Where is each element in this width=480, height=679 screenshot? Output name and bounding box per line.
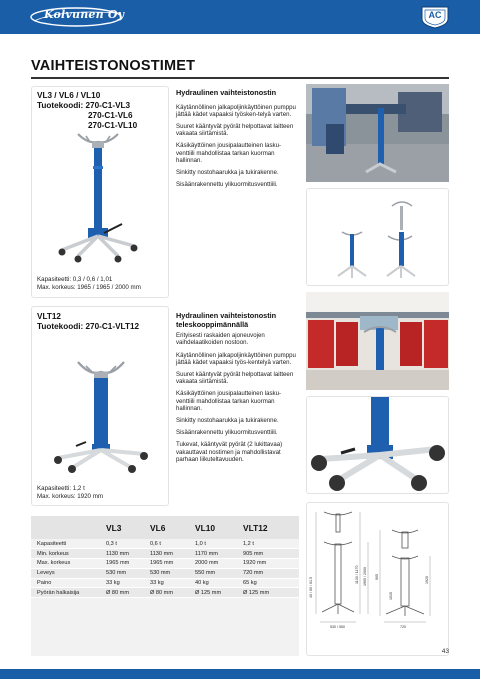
specs-vl bbox=[37, 276, 141, 291]
table-cell: Ø 80 mm bbox=[150, 588, 195, 598]
product-code: Tuotekoodi: 270-C1-VLT12 bbox=[37, 322, 140, 331]
drawing-label: 530 / 550 bbox=[330, 625, 345, 629]
description-vl bbox=[176, 89, 298, 193]
table-cell: Ø 125 mm bbox=[243, 588, 299, 598]
spec-table bbox=[31, 516, 299, 656]
drawing-label: 1130 / 1170 bbox=[355, 565, 359, 584]
table-cell: 1965 mm bbox=[106, 559, 150, 569]
max-height-text: Max. korkeus: 1920 mm bbox=[37, 492, 104, 500]
table-row bbox=[31, 588, 299, 598]
table-cell: 0,3 t bbox=[106, 539, 150, 549]
workshop-photo-2 bbox=[306, 292, 449, 390]
drawing-label: 1965 / 2000 bbox=[363, 567, 367, 586]
table-cell: Max. korkeus bbox=[31, 559, 106, 569]
description-paragraph: Suuret kääntyvät pyörät helpottavat laitteen vakaata siirtämistä. bbox=[176, 371, 294, 386]
product-series: VLT12 bbox=[37, 312, 61, 321]
page-title: VAIHTEISTONOSTIMET bbox=[31, 58, 196, 74]
table-cell: 40 kg bbox=[195, 578, 243, 588]
table-cell: 33 kg bbox=[106, 578, 150, 588]
table-cell: Leveys bbox=[31, 568, 106, 578]
product-title-vl bbox=[37, 91, 137, 131]
workshop-photo-1 bbox=[306, 84, 449, 182]
description-paragraph: Käytännöllinen jalkapoljinkäyttöinen pumppu jättää kädet vapaaksi työs-kentelyä varten. bbox=[176, 351, 296, 366]
table-cell: Ø 80 mm bbox=[106, 588, 150, 598]
description-paragraph: Sinkitty nostohaarukka ja tukirakenne. bbox=[176, 169, 279, 177]
drawing-label: 1015 bbox=[389, 592, 393, 600]
table-header-cell: VLT12 bbox=[243, 516, 299, 539]
footer-bar bbox=[0, 669, 480, 679]
table-cell: 550 mm bbox=[195, 568, 243, 578]
table-row bbox=[31, 568, 299, 578]
table-cell: 33 kg bbox=[150, 578, 195, 588]
table-cell: Min. korkeus bbox=[31, 549, 106, 559]
table-cell: 65 kg bbox=[243, 578, 299, 588]
description-paragraph: Käytännöllinen jalkapoljinkäyttöinen pumppu jättää kädet vapaaksi työsken-telyä varten. bbox=[176, 103, 296, 118]
description-title: Hydraulinen vaihteistonostin bbox=[176, 88, 277, 97]
product-code: 270-C1-VL6 bbox=[88, 111, 133, 120]
lifts-comparison-image bbox=[312, 192, 444, 282]
product-code: 270-C1-VL10 bbox=[88, 121, 138, 130]
product-title-vlt12 bbox=[37, 312, 139, 332]
table-header-cell: VL10 bbox=[195, 516, 243, 539]
description-title-line: teleskooppimännällä bbox=[176, 319, 249, 329]
table-cell: 1920 mm bbox=[243, 559, 299, 569]
description-paragraph: Käsikäyttöinen jousipalautteinen lasku-venttiili mahdollistaa tarkan kuorman hallinnan. bbox=[176, 390, 282, 412]
table-header-cell: VL6 bbox=[150, 516, 195, 539]
table-cell: Ø 125 mm bbox=[195, 588, 243, 598]
table-cell: Kapasiteetti bbox=[31, 539, 106, 549]
table-cell: Paino bbox=[31, 578, 106, 588]
title-divider bbox=[31, 77, 449, 79]
description-paragraph: Sisäänrakennettu ylikuormitusventtiili. bbox=[176, 429, 278, 437]
specs-vlt12 bbox=[37, 485, 103, 500]
drawing-label: 905 bbox=[375, 574, 379, 580]
table-cell: 720 mm bbox=[243, 568, 299, 578]
table-cell: 1965 mm bbox=[150, 559, 195, 569]
table-header-cell: VL3 bbox=[106, 516, 150, 539]
table-header-cell bbox=[31, 516, 106, 539]
table-row bbox=[31, 549, 299, 559]
drawing-label: 720 bbox=[400, 625, 406, 629]
product-image-vl bbox=[48, 128, 148, 268]
page-number: 43 bbox=[441, 648, 449, 655]
product-image-vlt12 bbox=[46, 342, 156, 474]
description-paragraph: Käsikäyttöinen jousipalautteinen lasku-venttiili mahdollistaa tarkan kuorman hallinnan. bbox=[176, 142, 282, 164]
table-header-row bbox=[31, 516, 299, 539]
description-paragraph: Suuret kääntyvät pyörät helpottavat laitteen vakaata siirtämistä. bbox=[176, 123, 294, 138]
capacity-text: Kapasiteetti: 1,2 t bbox=[37, 485, 85, 492]
description-title-line: Hydraulinen vaihteistonostin bbox=[176, 311, 277, 320]
capacity-text: Kapasiteetti: 0,3 / 0,6 / 1,01 bbox=[37, 276, 113, 283]
description-paragraph: Sinkitty nostohaarukka ja tukirakenne. bbox=[176, 417, 279, 425]
table-row bbox=[31, 578, 299, 588]
description-paragraph: Erityisesti raskaiden ajoneuvojen vaihdelaatikoiden nostoon. bbox=[176, 332, 265, 347]
table-row bbox=[31, 559, 299, 569]
header-bar bbox=[0, 0, 480, 34]
spec-table-grid bbox=[31, 516, 299, 598]
technical-drawing bbox=[308, 504, 447, 654]
drawing-label: 40 / 60 / 61.5 bbox=[309, 577, 313, 598]
product-code: Tuotekoodi: 270-C1-VL3 bbox=[37, 101, 131, 110]
description-vlt12 bbox=[176, 312, 298, 468]
table-cell: 1130 mm bbox=[150, 549, 195, 559]
table-cell: 530 mm bbox=[150, 568, 195, 578]
table-cell: 1,2 t bbox=[243, 539, 299, 549]
description-title bbox=[176, 312, 298, 329]
table-cell: 0,6 t bbox=[150, 539, 195, 549]
drawing-label: 1920 bbox=[425, 576, 429, 584]
ac-badge-text: AC bbox=[428, 10, 442, 20]
table-cell: 1,0 t bbox=[195, 539, 243, 549]
table-cell: 530 mm bbox=[106, 568, 150, 578]
table-cell: 1170 mm bbox=[195, 549, 243, 559]
table-cell: Pyörän halkaisija bbox=[31, 588, 106, 598]
table-cell: 2000 mm bbox=[195, 559, 243, 569]
table-cell: 1130 mm bbox=[106, 549, 150, 559]
lift-closeup-image bbox=[307, 397, 448, 493]
description-paragraph: Sisäänrakennettu ylikuormitusventtiili. bbox=[176, 181, 278, 189]
max-height-text: Max. korkeus: 1965 / 1965 / 2000 mm bbox=[37, 283, 141, 291]
table-cell: 905 mm bbox=[243, 549, 299, 559]
product-series: VL3 / VL6 / VL10 bbox=[37, 91, 101, 100]
table-row bbox=[31, 539, 299, 549]
brand-name: Kolvunen Oy bbox=[44, 8, 125, 21]
description-paragraph: Tukevat, kääntyvät pyörät (2 lukittavaa) vakauttavat nostimen ja mahdollistavat parhaan liikuteltavuuden. bbox=[176, 441, 283, 463]
